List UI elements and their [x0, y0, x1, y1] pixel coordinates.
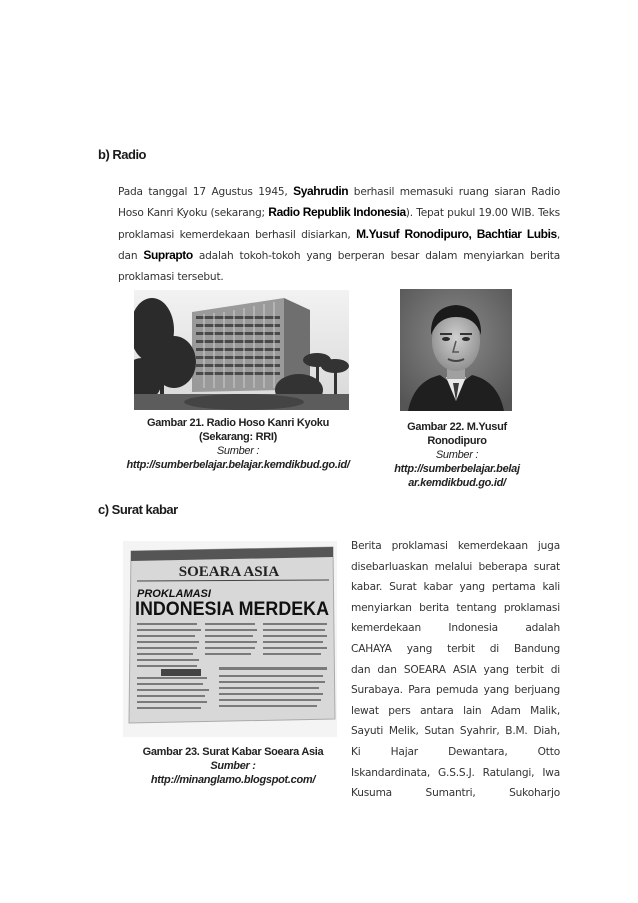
caption-source-url[interactable]: http://sumberbelajar.belajar.kemdikbud.go.id/: [126, 459, 350, 471]
caption-source-label: Sumber :: [210, 760, 256, 772]
paragraph-line: dan dan SOEARA ASIA yang terbit di: [351, 663, 560, 676]
newspaper-illustration: [123, 541, 337, 737]
paragraph-line: Surabaya. Para pemuda yang berjuang: [351, 684, 560, 697]
surat-kabar-paragraph: [351, 536, 560, 804]
paragraph-line: Kusuma Sumantri, Sukoharjo: [351, 787, 560, 800]
paragraph-line: CAHAYA yang terbit di Bandung: [351, 642, 560, 655]
person-name: Syahrudin: [293, 184, 349, 198]
caption-subtitle: (Sekarang: RRI): [198, 431, 278, 443]
caption-source-url[interactable]: http://minanglamo.blogspot.com/: [150, 774, 316, 786]
caption-title: Gambar 23. Surat Kabar Soeara Asia: [142, 746, 324, 758]
caption-title: Gambar 22. M.Yusuf: [407, 421, 507, 433]
yusuf-ronodipuro-portrait: [400, 289, 512, 411]
para-text: berhasil memasuki ruang siaran Radio Hoso Kanri Kyoku (sekarang;: [118, 186, 560, 220]
paragraph-line: kemerdekaan Indonesia adalah: [351, 622, 560, 635]
para-text: adalah tokoh-tokoh yang berperan besar dalam menyiarkan berita proklamasi tersebut.: [118, 250, 560, 283]
caption-title: Gambar 21. Radio Hoso Kanri Kyoku: [146, 417, 330, 429]
caption-subtitle: Ronodipuro: [427, 435, 487, 447]
paragraph-line: disebarluaskan melalui beberapa surat: [351, 560, 560, 573]
paragraph-line: kabar. Surat kabar yang pertama kali: [351, 581, 560, 594]
person-name: Suprapto: [143, 248, 193, 263]
caption-source-label: Sumber :: [435, 449, 479, 461]
radio-building-photo: [134, 290, 349, 410]
caption-source-url[interactable]: http://sumberbelajar.belajar.kemdikbud.go.id/: [394, 463, 520, 489]
paragraph-line: Ki Hajar Dewantara, Otto: [351, 745, 560, 758]
caption-source-label: Sumber :: [216, 445, 260, 457]
soeara-asia-newspaper-photo: [123, 541, 337, 737]
paragraph-line: Berita proklamasi kemerdekaan juga: [351, 540, 560, 552]
newspaper-masthead: SOEARA ASIA: [178, 564, 280, 580]
building-illustration: [134, 290, 349, 410]
figure-22-caption: [394, 420, 520, 490]
newspaper-headline-1: PROKLAMASI: [137, 588, 211, 600]
figure-23-caption: [128, 745, 338, 787]
paragraph-line: Iskandardinata, G.S.S.J. Ratulangi, Iwa: [351, 766, 560, 779]
radio-paragraph: [118, 181, 560, 287]
portrait-illustration: [400, 289, 512, 411]
newspaper-headline-2: INDONESIA MERDEKA: [135, 599, 330, 620]
station-name: Radio Republik Indonesia: [268, 205, 406, 220]
section-heading-surat-kabar: c) Surat kabar: [98, 502, 178, 517]
para-text: Pada tanggal 17 Agustus 1945,: [118, 186, 294, 198]
figure-21-caption: [122, 416, 354, 472]
para-text: , dan: [118, 228, 560, 263]
paragraph-line: Sayuti Melik, Sutan Syahrir, B.M. Diah,: [351, 725, 560, 738]
section-heading-radio: b) Radio: [98, 147, 146, 162]
paragraph-line: menyiarkan berita tentang proklamasi: [351, 601, 560, 614]
para-text: ). Tepat pukul 19.00 WIB. Teks proklamasi kemerdekaan berhasil disiarkan,: [118, 207, 560, 241]
person-names: M.Yusuf Ronodipuro, Bachtiar Lubis: [356, 226, 557, 241]
paragraph-line: lewat pers antara lain Adam Malik,: [351, 704, 560, 717]
